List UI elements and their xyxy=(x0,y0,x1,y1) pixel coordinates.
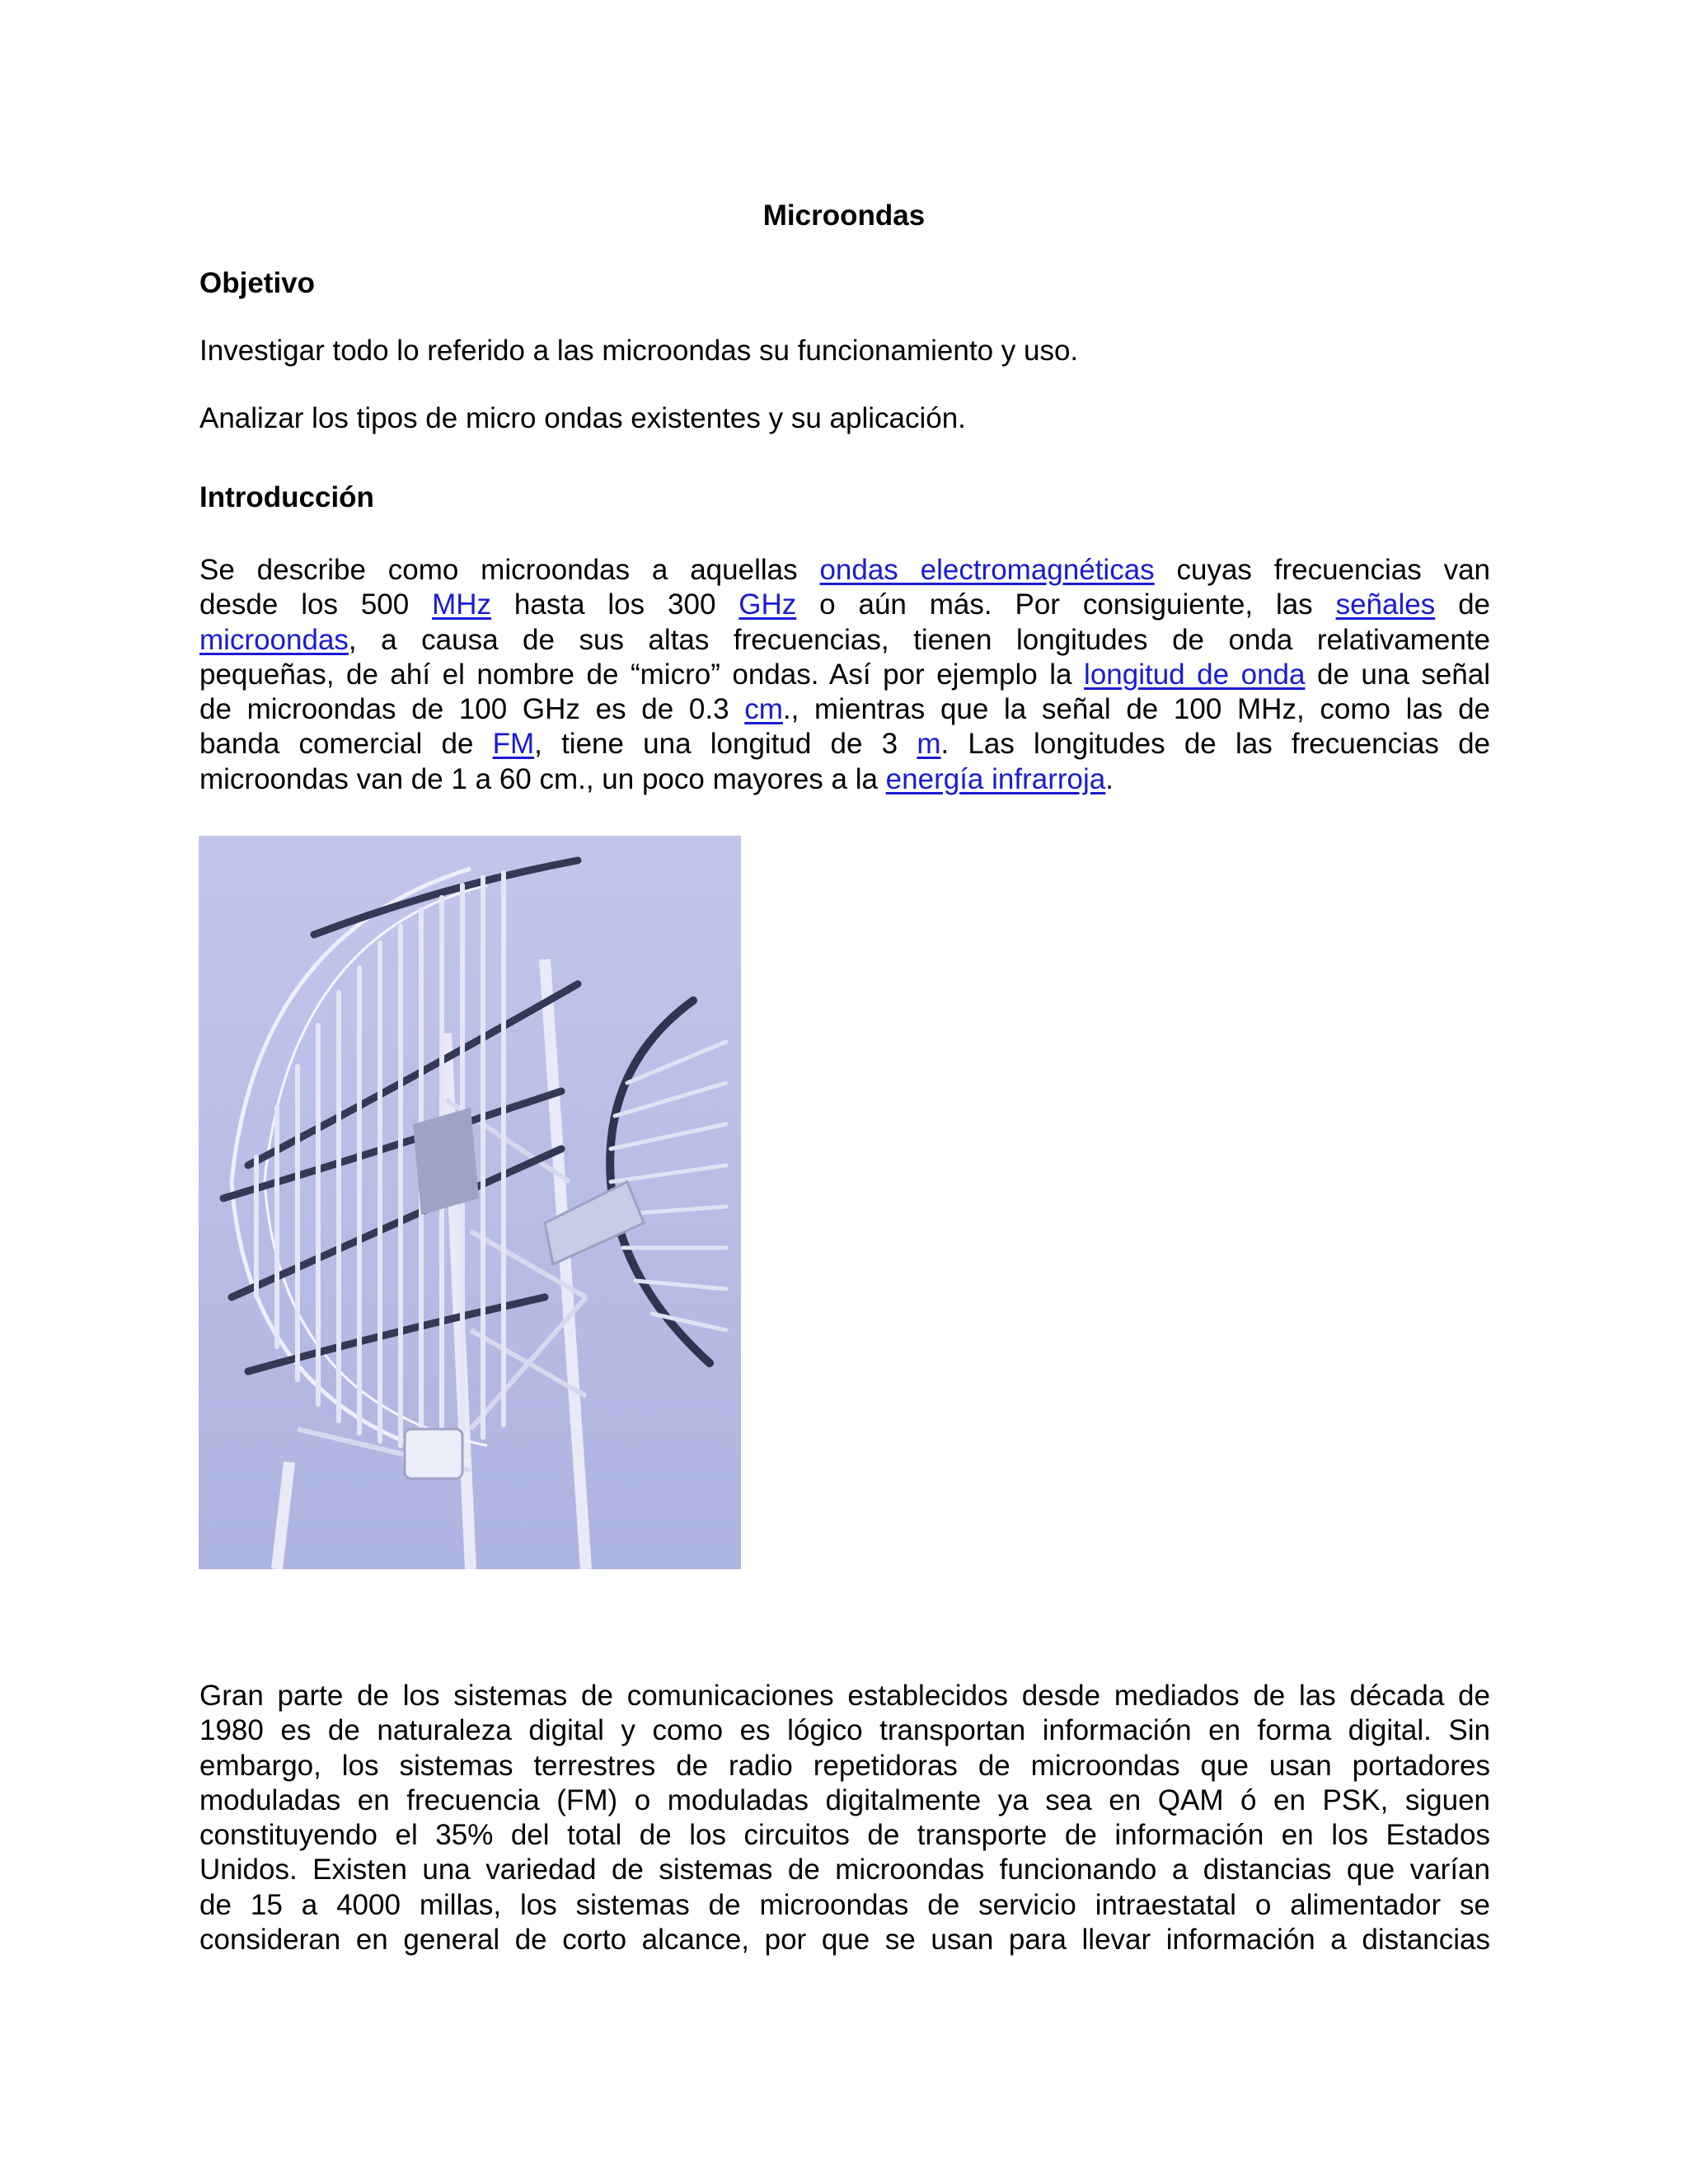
paragraph-line: Gran parte de los sistemas de comunicaciones establecidos desde mediados de las década de xyxy=(199,1680,1490,1712)
paragraph-line: moduladas en frecuencia (FM) o moduladas digitalmente ya sea en QAM ó en PSK, siguen xyxy=(199,1783,1490,1816)
text-span: ., mientras que la señal de 100 MHz, como las de xyxy=(782,693,1491,726)
paragraph-line: consideran en general de corto alcance, por que se usan para llevar información a distancias xyxy=(199,1924,1490,1957)
second-paragraph xyxy=(199,1679,1490,1957)
antenna-illustration xyxy=(199,836,741,1569)
objetivo-line-2: Analizar los tipos de micro ondas existentes y su aplicación. xyxy=(199,402,966,434)
text-span: microondas van de 1 a 60 cm., un poco mayores a la xyxy=(199,762,886,795)
text-span: . Las longitudes de las frecuencias de xyxy=(940,728,1490,761)
link-microondas[interactable]: microondas xyxy=(199,623,349,656)
text-span: hasta los 300 xyxy=(491,588,739,621)
intro-line xyxy=(199,727,1490,762)
text-span: cuyas frecuencias van xyxy=(1154,554,1491,586)
intro-line xyxy=(199,588,1490,622)
intro-line xyxy=(199,658,1490,692)
text-span: pequeñas, de ahí el nombre de “micro” ondas. Así por ejemplo la xyxy=(199,658,1085,691)
text-span: de microondas de 100 GHz es de 0.3 xyxy=(199,693,745,726)
text-span: , a causa de sus altas frecuencias, tienen longitudes de onda relativamente xyxy=(348,623,1490,656)
link-senales[interactable]: señales xyxy=(1335,588,1436,621)
link-mhz[interactable]: MHz xyxy=(432,588,492,621)
text-span: . xyxy=(1105,762,1114,795)
text-span: banda comercial de xyxy=(199,728,493,761)
intro-paragraph xyxy=(199,553,1490,797)
text-span: o aún más. Por consiguiente, las xyxy=(796,588,1336,621)
intro-line xyxy=(199,623,1490,658)
microwave-antenna-photo xyxy=(199,836,741,1569)
link-energia-infrarroja[interactable]: energía infrarroja xyxy=(885,762,1106,795)
text-span: Se describe como microondas a aquellas xyxy=(199,554,820,586)
objetivo-line-1: Investigar todo lo referido a las microondas su funcionamiento y uso. xyxy=(199,335,1079,367)
page-title: Microondas xyxy=(762,199,926,232)
paragraph-line: de 15 a 4000 millas, los sistemas de microondas de servicio intraestatal o alimentador se xyxy=(199,1888,1490,1921)
link-m[interactable]: m xyxy=(917,728,941,761)
text-span: desde los 500 xyxy=(199,588,433,621)
text-span: de una señal xyxy=(1305,658,1491,691)
intro-line xyxy=(199,553,1490,588)
paragraph-line: Unidos. Existen una variedad de sistemas de microondas funcionando a distancias que varían xyxy=(199,1854,1490,1886)
objetivo-heading: Objetivo xyxy=(199,267,316,299)
link-fm[interactable]: FM xyxy=(492,728,535,761)
paragraph-line: constituyendo el 35% del total de los circuitos de transporte de información en los Estados xyxy=(199,1819,1490,1852)
link-ghz[interactable]: GHz xyxy=(738,588,797,621)
text-span: de xyxy=(1435,588,1491,621)
text-span: , tiene una longitud de 3 xyxy=(534,728,917,761)
intro-line xyxy=(199,692,1490,727)
paragraph-line: 1980 es de naturaleza digital y como es lógico transportan información en forma digital. Sin xyxy=(199,1714,1490,1747)
link-longitud-de-onda[interactable]: longitud de onda xyxy=(1084,658,1306,691)
link-ondas-electromagneticas[interactable]: ondas electromagnéticas xyxy=(819,554,1155,586)
introduccion-heading: Introducción xyxy=(199,481,374,513)
link-cm[interactable]: cm xyxy=(744,693,783,726)
intro-line-last xyxy=(199,762,1490,797)
paragraph-line: embargo, los sistemas terrestres de radio repetidoras de microondas que usan portadores xyxy=(199,1749,1490,1782)
